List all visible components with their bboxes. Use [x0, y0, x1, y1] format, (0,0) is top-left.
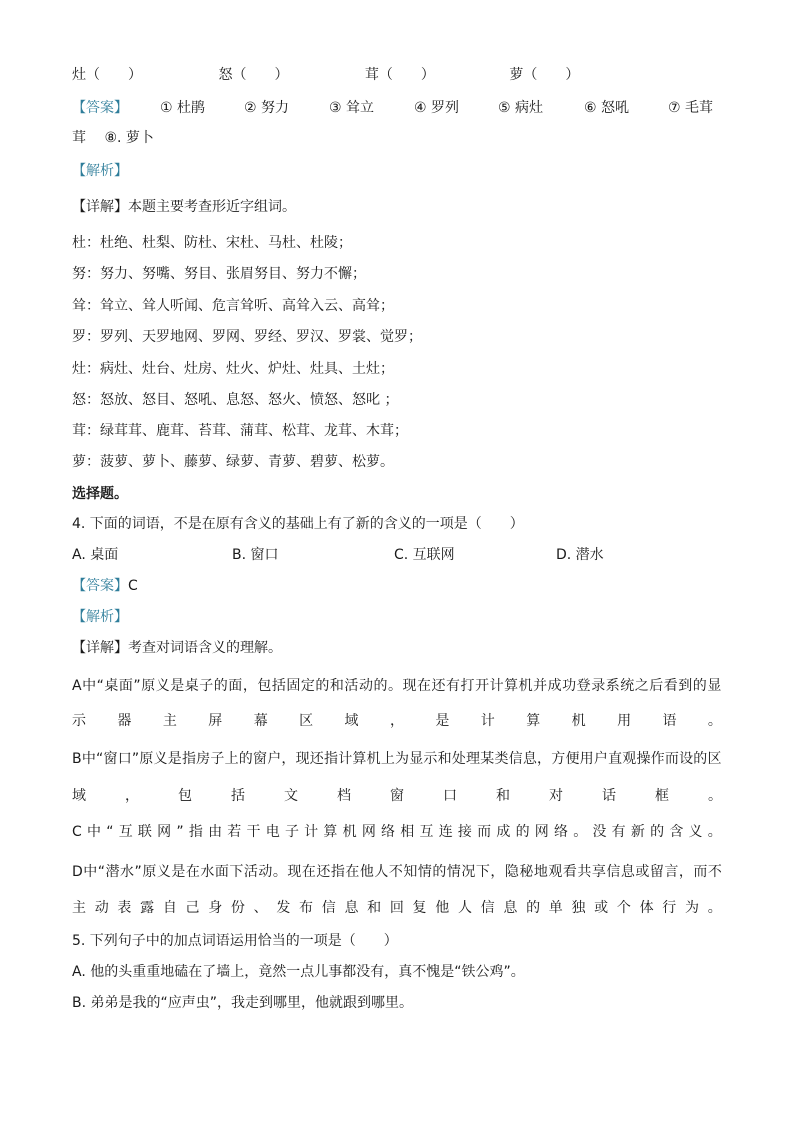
answer-item: ① 杜鹃 [160, 100, 206, 116]
blanks-row [72, 65, 579, 85]
option-c: C. 互联网 [394, 547, 455, 563]
option-a: A. 桌面 [72, 547, 119, 563]
word-line: 茸：绿茸茸、鹿茸、苔茸、蒲茸、松茸、龙茸、木茸； [72, 423, 408, 439]
explain-d-line2: 主 动 表 露 自 己 身 份 、 发 布 信 息 和 回 复 他 人 信 息 的 单 独 或 个 体 行 为 。 [72, 900, 722, 916]
answer-item: ⑤ 病灶 [498, 100, 544, 116]
answer-item: ⑦ 毛茸 [668, 100, 714, 116]
word-line: 耸：耸立、耸人听闻、危言耸听、高耸入云、高耸； [72, 298, 394, 314]
option-b: B. 弟弟是我的“应声虫”，我走到哪里，他就跟到哪里。 [72, 995, 414, 1011]
word-line: 罗：罗列、天罗地网、罗网、罗经、罗汉、罗裳、觉罗； [72, 329, 422, 345]
option-d: D. 潜水 [556, 547, 604, 563]
answer-row [72, 98, 713, 118]
answer-value: C [128, 578, 138, 594]
word-line: 杜：杜绝、杜梨、防杜、宋杜、马杜、杜陵； [72, 235, 352, 251]
detail-text: 【详解】本题主要考查形近字组词。 [72, 199, 296, 215]
explain-b-line2: 域 ， 包 括 文 档 窗 口 和 对 话 框 。 [72, 788, 722, 804]
word-line: 萝：菠萝、萝卜、藤萝、绿萝、青萝、碧萝、松萝。 [72, 454, 394, 470]
explain-b-line1: B 中 “ 窗 口 ” 原 义 是 指 房 子 上 的 窗 户 ， 现 还 指 计 算 机 上 为 显 示 和 处 理 某 类 信 息 ， 方 便 用 户 直 观 操 作 而 设 的 区 [72, 751, 722, 767]
blank-item: 怒（ ） [218, 67, 289, 83]
answer-item: ③ 耸立 [329, 100, 375, 116]
explain-a-line1: A 中 “ 桌 面 ” 原 义 是 桌 子 的 面 ， 包 括 固 定 的 和 活 动 的 。 现 在 还 有 打 开 计 算 机 并 成 功 登 录 系 统 之 后 看 到 的 显 [72, 678, 722, 694]
answer-item: ⑥ 怒吼 [584, 100, 630, 116]
answer-cont: 茸 ⑧. 萝卜 [72, 130, 154, 146]
blank-item: 灶（ ） [72, 67, 142, 83]
word-line: 努：努力、努嘴、努目、张眉努目、努力不懈； [72, 266, 366, 282]
explain-a-line2: 示 器 主 屏 幕 区 域 ， 是 计 算 机 用 语 。 [72, 713, 722, 729]
explain-d-line1: D 中 “ 潜 水 ” 原 义 是 在 水 面 下 活 动 。 现 在 还 指 在 他 人 不 知 情 的 情 况 下 ， 隐 秘 地 观 看 共 享 信 息 或 留 言 ， 而 不 [72, 864, 722, 880]
option-b: B. 窗口 [232, 547, 279, 563]
detail-text: 【详解】考查对词语含义的理解。 [72, 640, 282, 656]
option-a: A. 他的头重重地磕在了墙上，竟然一点儿事都没有，真不愧是“铁公鸡”。 [72, 964, 525, 980]
analysis-tag: 【解析】 [72, 163, 128, 179]
blank-item: 茸（ ） [364, 67, 435, 83]
word-line: 灶：病灶、灶台、灶房、灶火、炉灶、灶具、土灶； [72, 361, 394, 377]
section-title: 选择题。 [72, 486, 128, 502]
question-stem: 4. 下面的词语，不是在原有含义的基础上有了新的含义的一项是（ ） [72, 516, 524, 532]
explain-c-line1: C 中 “ 互 联 网 ” 指 由 若 干 电 子 计 算 机 网 络 相 互 连 接 而 成 的 网 络 。 没 有 新 的 含 义 。 [72, 824, 722, 840]
question-stem: 5. 下列句子中的加点词语运用恰当的一项是（ ） [72, 933, 398, 949]
word-line: 怒：怒放、怒目、怒吼、息怒、怒火、愤怒、怒叱 ； [72, 392, 399, 408]
options-row [72, 545, 604, 565]
analysis-tag: 【解析】 [72, 609, 128, 625]
answer-item: ② 努力 [244, 100, 290, 116]
blank-item: 萝（ ） [509, 67, 580, 83]
answer-tag: 【答案】 [72, 100, 128, 116]
answer-row [72, 576, 138, 596]
answer-item: ④ 罗列 [414, 100, 460, 116]
answer-tag: 【答案】 [72, 578, 128, 594]
